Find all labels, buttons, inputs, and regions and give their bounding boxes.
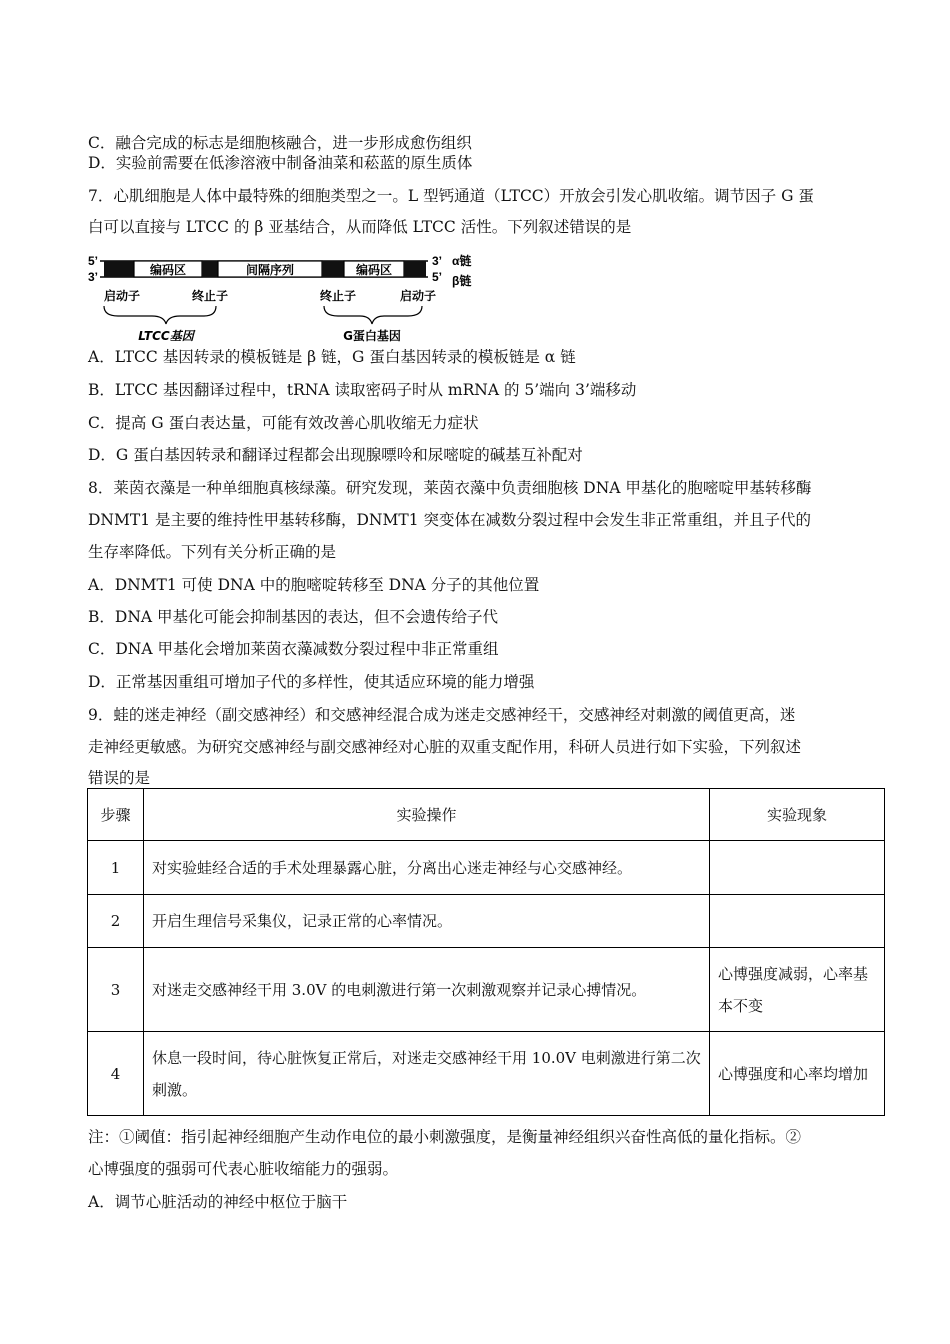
step-result: 心博强度减弱，心率基本不变 xyxy=(710,948,885,1032)
promoter-block-2 xyxy=(404,261,426,277)
step-number: 4 xyxy=(88,1032,144,1116)
gene-structure-diagram xyxy=(88,252,488,344)
terminator-label-2: 终止子 xyxy=(319,289,357,303)
q7-option-d: D．G 蛋白基因转录和翻译过程都会出现腺嘌呤和尿嘧啶的碱基互补配对 xyxy=(88,446,583,464)
header-step: 步骤 xyxy=(88,789,144,841)
g-protein-gene-label: G蛋白基因 xyxy=(343,329,401,343)
step-result xyxy=(710,895,885,948)
step-number: 2 xyxy=(88,895,144,948)
step-result xyxy=(710,841,885,895)
ltcc-gene-label: LTCC基因 xyxy=(138,329,194,343)
table-row xyxy=(88,841,885,895)
table-row xyxy=(88,948,885,1032)
alpha-3-prime-label: 3’ xyxy=(432,254,443,268)
q6-option-d: D．实验前需要在低渗溶液中制备油菜和菘蓝的原生质体 xyxy=(88,154,473,172)
q8-stem-line-1: 8．莱茵衣藻是一种单细胞真核绿藻。研究发现，莱茵衣藻中负责细胞核 DNA 甲基化的胞嘧啶甲基转移酶 xyxy=(88,479,812,497)
experiment-table xyxy=(87,788,885,1116)
q9-note-line-2: 心博强度的强弱可代表心脏收缩能力的强弱。 xyxy=(88,1160,399,1178)
q9-stem-line-1: 9．蛙的迷走神经（副交感神经）和交感神经混合成为迷走交感神经干，交感神经对刺激的阈值更高，迷 xyxy=(88,706,796,724)
table-row xyxy=(88,895,885,948)
table-row xyxy=(88,1032,885,1116)
q9-option-a: A．调节心脏活动的神经中枢位于脑干 xyxy=(88,1193,348,1211)
promoter-label-1: 启动子 xyxy=(103,289,141,303)
q7-stem-line-1: 7．心肌细胞是人体中最特殊的细胞类型之一。L 型钙通道（LTCC）开放会引发心肌收缩。调节因子 G 蛋 xyxy=(88,187,814,205)
step-operation: 休息一段时间，待心脏恢复正常后，对迷走交感神经干用 10.0V 电刺激进行第二次刺激。 xyxy=(144,1032,710,1116)
table-header-row xyxy=(88,789,885,841)
step-number: 1 xyxy=(88,841,144,895)
q8-option-b: B．DNA 甲基化可能会抑制基因的表达，但不会遗传给子代 xyxy=(88,608,499,626)
g-protein-gene-brace xyxy=(324,306,422,324)
beta-chain-label: β链 xyxy=(452,274,472,288)
terminator-label-1: 终止子 xyxy=(191,289,229,303)
header-result: 实验现象 xyxy=(710,789,885,841)
step-operation: 开启生理信号采集仪，记录正常的心率情况。 xyxy=(144,895,710,948)
q9-stem-line-3: 错误的是 xyxy=(88,769,151,787)
header-operation: 实验操作 xyxy=(144,789,710,841)
q7-option-b: B．LTCC 基因翻译过程中，tRNA 读取密码子时从 mRNA 的 5’端向 3’端移动 xyxy=(88,381,637,399)
q8-stem-line-3: 生存率降低。下列有关分析正确的是 xyxy=(88,543,337,561)
q7-stem-line-2: 白可以直接与 LTCC 的 β 亚基结合，从而降低 LTCC 活性。下列叙述错误的是 xyxy=(88,218,632,236)
q7-option-a: A．LTCC 基因转录的模板链是 β 链，G 蛋白基因转录的模板链是 α 链 xyxy=(88,348,576,366)
coding-region-label-2: 编码区 xyxy=(355,263,393,277)
step-result: 心博强度和心率均增加 xyxy=(710,1032,885,1116)
beta-3-prime-label: 3’ xyxy=(88,270,99,284)
spacer-label: 间隔序列 xyxy=(245,263,295,277)
q8-option-a: A．DNMT1 可使 DNA 中的胞嘧啶转移至 DNA 分子的其他位置 xyxy=(88,576,540,594)
step-number: 3 xyxy=(88,948,144,1032)
step-operation: 对实验蛙经合适的手术处理暴露心脏，分离出心迷走神经与心交感神经。 xyxy=(144,841,710,895)
coding-region-label-1: 编码区 xyxy=(149,263,187,277)
alpha-chain-label: α链 xyxy=(452,254,472,268)
q8-stem-line-2: DNMT1 是主要的维持性甲基转移酶，DNMT1 突变体在减数分裂过程中会发生非正常重组，并且子代的 xyxy=(88,511,811,529)
terminator-block-2 xyxy=(322,261,344,277)
step-operation: 对迷走交感神经干用 3.0V 的电刺激进行第一次刺激观察并记录心搏情况。 xyxy=(144,948,710,1032)
alpha-5-prime-label: 5’ xyxy=(88,254,99,268)
q6-option-c: C．融合完成的标志是细胞核融合，进一步形成愈伤组织 xyxy=(88,134,472,152)
q8-option-c: C．DNA 甲基化会增加莱茵衣藻减数分裂过程中非正常重组 xyxy=(88,640,499,658)
q8-option-d: D．正常基因重组可增加子代的多样性，使其适应环境的能力增强 xyxy=(88,673,535,691)
beta-5-prime-label: 5’ xyxy=(432,270,443,284)
ltcc-gene-brace xyxy=(104,306,216,324)
q9-stem-line-2: 走神经更敏感。为研究交感神经与副交感神经对心脏的双重支配作用，科研人员进行如下实验，下列叙述 xyxy=(88,738,802,756)
promoter-block-1 xyxy=(104,261,134,277)
q9-note-line-1: 注：①阈值：指引起神经细胞产生动作电位的最小刺激强度，是衡量神经组织兴奋性高低的量化指标。② xyxy=(88,1128,802,1146)
terminator-block-1 xyxy=(202,261,218,277)
q7-option-c: C．提高 G 蛋白表达量，可能有效改善心肌收缩无力症状 xyxy=(88,414,479,432)
promoter-label-2: 启动子 xyxy=(399,289,437,303)
